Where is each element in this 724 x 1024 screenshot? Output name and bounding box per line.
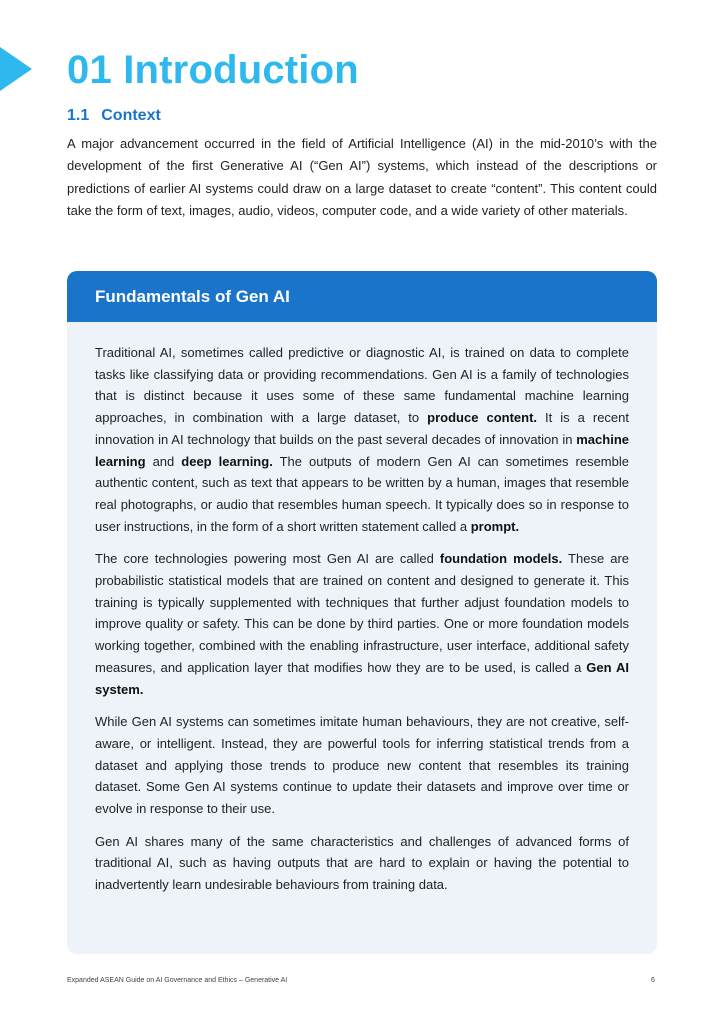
subsection-number: 1.1 [67, 107, 90, 124]
bold-term-deep-learning: deep learning. [181, 453, 273, 469]
bold-term-gen-ai-system: Gen AI system. [95, 659, 629, 697]
text-run: Traditional AI, sometimes called predictive or diagnostic AI, is trained on data to complete tasks like classifying data or providing recommendations. Gen AI is a family of technologies that is distinct because it uses some of these same fundamental machine learning approaches, in combination with a large dataset, to [95, 345, 629, 426]
callout-paragraph-1 [95, 342, 629, 537]
callout-paragraph-3: While Gen AI systems can sometimes imitate human behaviours, they are not creative, self-aware, or intelligent. Instead, they are powerful tools for inferring statistical trends from a dataset and applying those trends to produce new content that resembles its training dataset. Some Gen AI systems continue to update their datasets and improve over time or evolve in response to their use. [95, 714, 629, 817]
callout-paragraph-2 [95, 548, 629, 700]
callout-header [67, 271, 657, 322]
intro-paragraph: A major advancement occurred in the field of Artificial Intelligence (AI) in the mid-2010’s with the development of the first Generative AI (“Gen AI”) systems, which instead of the descriptions or predictions of earlier AI systems could draw on a large dataset to create “content”. This content could take the form of text, images, audio, videos, computer code, and a wide variety of other materials. [67, 136, 657, 219]
footer-title: Expanded ASEAN Guide on AI Governance and Ethics – Generative AI [67, 977, 288, 984]
text-run: and [145, 453, 182, 469]
text-run: These are probabilistic statistical models that are trained on content and designed to generate it. This training is typically supplemented with techniques that further adjust foundation models to improve quality or safety. This can be done by third parties. One or more foundation models working together, combined with the enabling infrastructure, user interface, additional safety measures, and application layer that modifies how they are to be used, is called a [95, 551, 630, 675]
page-number: 6 [651, 977, 655, 984]
bold-term-foundation-models: foundation models. [439, 551, 563, 567]
section-heading: 01 Introduction [67, 48, 359, 92]
bold-term-produce-content: produce content. [427, 410, 538, 426]
text-run: The core technologies powering most Gen AI are called [95, 551, 440, 567]
subsection-title: Context [101, 107, 161, 124]
callout-title: Fundamentals of Gen AI [95, 286, 290, 306]
callout-body [67, 322, 657, 896]
text-run: It is a recent innovation in AI technology that builds on the past several decades of innovation in [95, 410, 630, 447]
section-marker-triangle [0, 47, 32, 91]
bold-term-prompt: prompt. [470, 518, 520, 534]
bold-term-machine-learning: machine learning [95, 431, 629, 469]
text-run: The outputs of modern Gen AI can sometimes resemble authentic content, such as text that appears to be written by a human, images that resemble real photographs, or audio that resembles human speech. It typically does so in response to user instructions, in the form of a short written statement called a [95, 453, 629, 534]
fundamentals-callout-box [67, 271, 657, 954]
callout-paragraph-4: Gen AI shares many of the same characteristics and challenges of advanced forms of traditional AI, such as having outputs that are hard to explain or having the potential to inadvertently learn undesirable behaviours from training data. [95, 833, 629, 893]
subsection-heading [67, 105, 161, 127]
